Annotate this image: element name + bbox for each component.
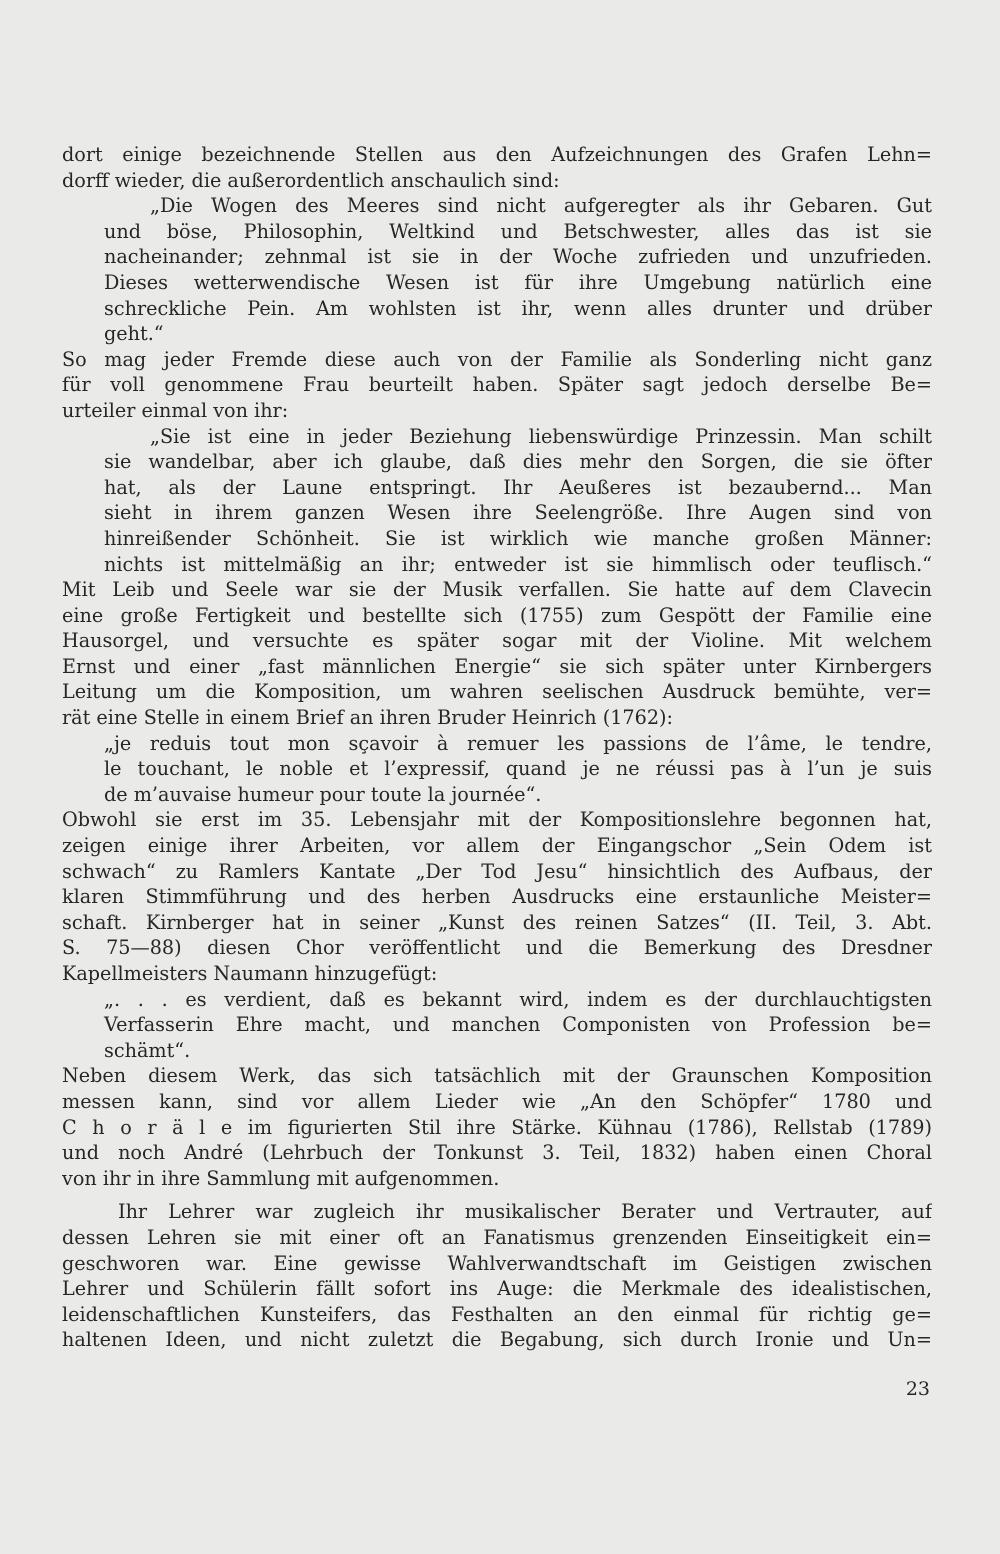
text-line: Obwohl sie erst im 35. Lebensjahr mit der Kompositionslehre begonnen hat,: [62, 808, 932, 832]
text-line: und noch André (Lehrbuch der Tonkunst 3. Teil, 1832) haben einen Choral: [62, 1141, 932, 1165]
text-line: für voll genommene Frau beurteilt haben. Später sagt jedoch derselbe Be=: [62, 373, 932, 397]
text-line: geschworen war. Eine gewisse Wahlverwandtschaft im Geistigen zwischen: [62, 1251, 932, 1275]
quote-line: sieht in ihrem ganzen Wesen ihre Seelengröße. Ihre Augen sind von: [104, 501, 932, 525]
text-line: Hausorgel, und versuchte es später sogar mit der Violine. Mit welchem: [62, 629, 932, 653]
text-line: Ihr Lehrer war zugleich ihr musikalischer Berater und Vertrauter, auf: [118, 1200, 932, 1224]
text-line: rät eine Stelle in einem Brief an ihren Bruder Heinrich (1762):: [62, 706, 673, 730]
quote-line: de m’auvaise humeur pour toute la journée“.: [104, 782, 542, 806]
quote-line: nacheinander; zehnmal ist sie in der Woche zufrieden und unzufrieden.: [104, 245, 932, 269]
text-line: leidenschaftlichen Kunsteifers, das Festhalten an den einmal für richtig ge=: [62, 1302, 932, 1326]
quote-line: „Sie ist eine in jeder Beziehung liebenswürdige Prinzessin. Man schilt: [150, 424, 932, 448]
quote-line: hinreißender Schönheit. Sie ist wirklich wie manche großen Männer:: [104, 526, 932, 550]
text-line: von ihr in ihre Sammlung mit aufgenommen.: [62, 1166, 500, 1190]
text-line: zeigen einige ihrer Arbeiten, vor allem der Eingangschor „Sein Odem ist: [62, 834, 932, 858]
text-line: schwach“ zu Ramlers Kantate „Der Tod Jesu“ hinsichtlich des Aufbaus, der: [62, 859, 932, 883]
text-line: Ernst und einer „fast männlichen Energie“ sie sich später unter Kirnbergers: [62, 654, 932, 678]
text-line: dort einige bezeichnende Stellen aus den Aufzeichnungen des Grafen Lehn=: [62, 143, 932, 166]
text-line: Neben diesem Werk, das sich tatsächlich mit der Graunschen Komposition: [62, 1064, 932, 1088]
quote-line: „. . . es verdient, daß es bekannt wird, indem es der durchlauchtigsten: [104, 987, 932, 1011]
text-line: C h o r ä l e im figurierten Stil ihre Stärke. Kühnau (1786), Rellstab (1789): [62, 1115, 932, 1139]
quote-line: Verfasserin Ehre macht, und manchen Componisten von Profession be=: [104, 1013, 932, 1037]
paragraph-spacer: [62, 1191, 932, 1199]
text-line: Leitung um die Komposition, um wahren seelischen Ausdruck bemühte, ver=: [62, 680, 932, 704]
quote-line: schämt“.: [104, 1038, 191, 1062]
body-text: [62, 142, 932, 1353]
text-line: Mit Leib und Seele war sie der Musik verfallen. Sie hatte auf dem Clavecin: [62, 578, 932, 602]
text-line: S. 75—88) diesen Chor veröffentlicht und die Bemerkung des Dresdner: [62, 936, 932, 960]
text-line: Lehrer und Schülerin fällt sofort ins Auge: die Merkmale des idealistischen,: [62, 1277, 932, 1301]
quote-line: nichts ist mittelmäßig an ihr; entweder ist sie himmlisch oder teuflisch.“: [104, 552, 932, 576]
text-line: haltenen Ideen, und nicht zuletzt die Begabung, sich durch Ironie und Un=: [62, 1328, 932, 1352]
text-line: So mag jeder Fremde diese auch von der Familie als Sonderling nicht ganz: [62, 347, 932, 371]
quote-line: Dieses wetterwendische Wesen ist für ihre Umgebung natürlich eine: [104, 270, 932, 294]
text-line: eine große Fertigkeit und bestellte sich (1755) zum Gespött der Familie eine: [62, 603, 932, 627]
text-line: messen kann, sind vor allem Lieder wie „An den Schöpfer“ 1780 und: [62, 1089, 932, 1113]
quote-line: „Die Wogen des Meeres sind nicht aufgeregter als ihr Gebaren. Gut: [150, 194, 932, 218]
quote-line: „je reduis tout mon sçavoir à remuer les passions de l’âme, le tendre,: [104, 731, 932, 755]
text-line: urteiler einmal von ihr:: [62, 398, 289, 422]
text-line: Kapellmeisters Naumann hinzugefügt:: [62, 962, 438, 985]
quote-line: schreckliche Pein. Am wohlsten ist ihr, wenn alles drunter und drüber: [104, 296, 932, 320]
page-number: 23: [905, 1378, 930, 1400]
quote-line: le touchant, le noble et l’expressif, quand je ne réussi pas à l’un je suis: [104, 757, 932, 781]
quote-line: und böse, Philosophin, Weltkind und Betschwester, alles das ist sie: [104, 219, 932, 243]
text-line: schaft. Kirnberger hat in seiner „Kunst des reinen Satzes“ (II. Teil, 3. Abt.: [62, 910, 932, 934]
text-line: klaren Stimmführung und des herben Ausdrucks eine erstaunliche Meister=: [62, 885, 932, 909]
text-line: dessen Lehren sie mit einer oft an Fanatismus grenzenden Einseitigkeit ein=: [62, 1225, 932, 1249]
quote-line: geht.“: [104, 322, 164, 346]
quote-line: sie wandelbar, aber ich glaube, daß dies mehr den Sorgen, die sie öfter: [104, 450, 932, 474]
quote-line: hat, als der Laune entspringt. Ihr Aeußeres ist bezaubernd... Man: [104, 475, 932, 499]
text-line: dorff wieder, die außerordentlich anschaulich sind:: [62, 168, 560, 192]
